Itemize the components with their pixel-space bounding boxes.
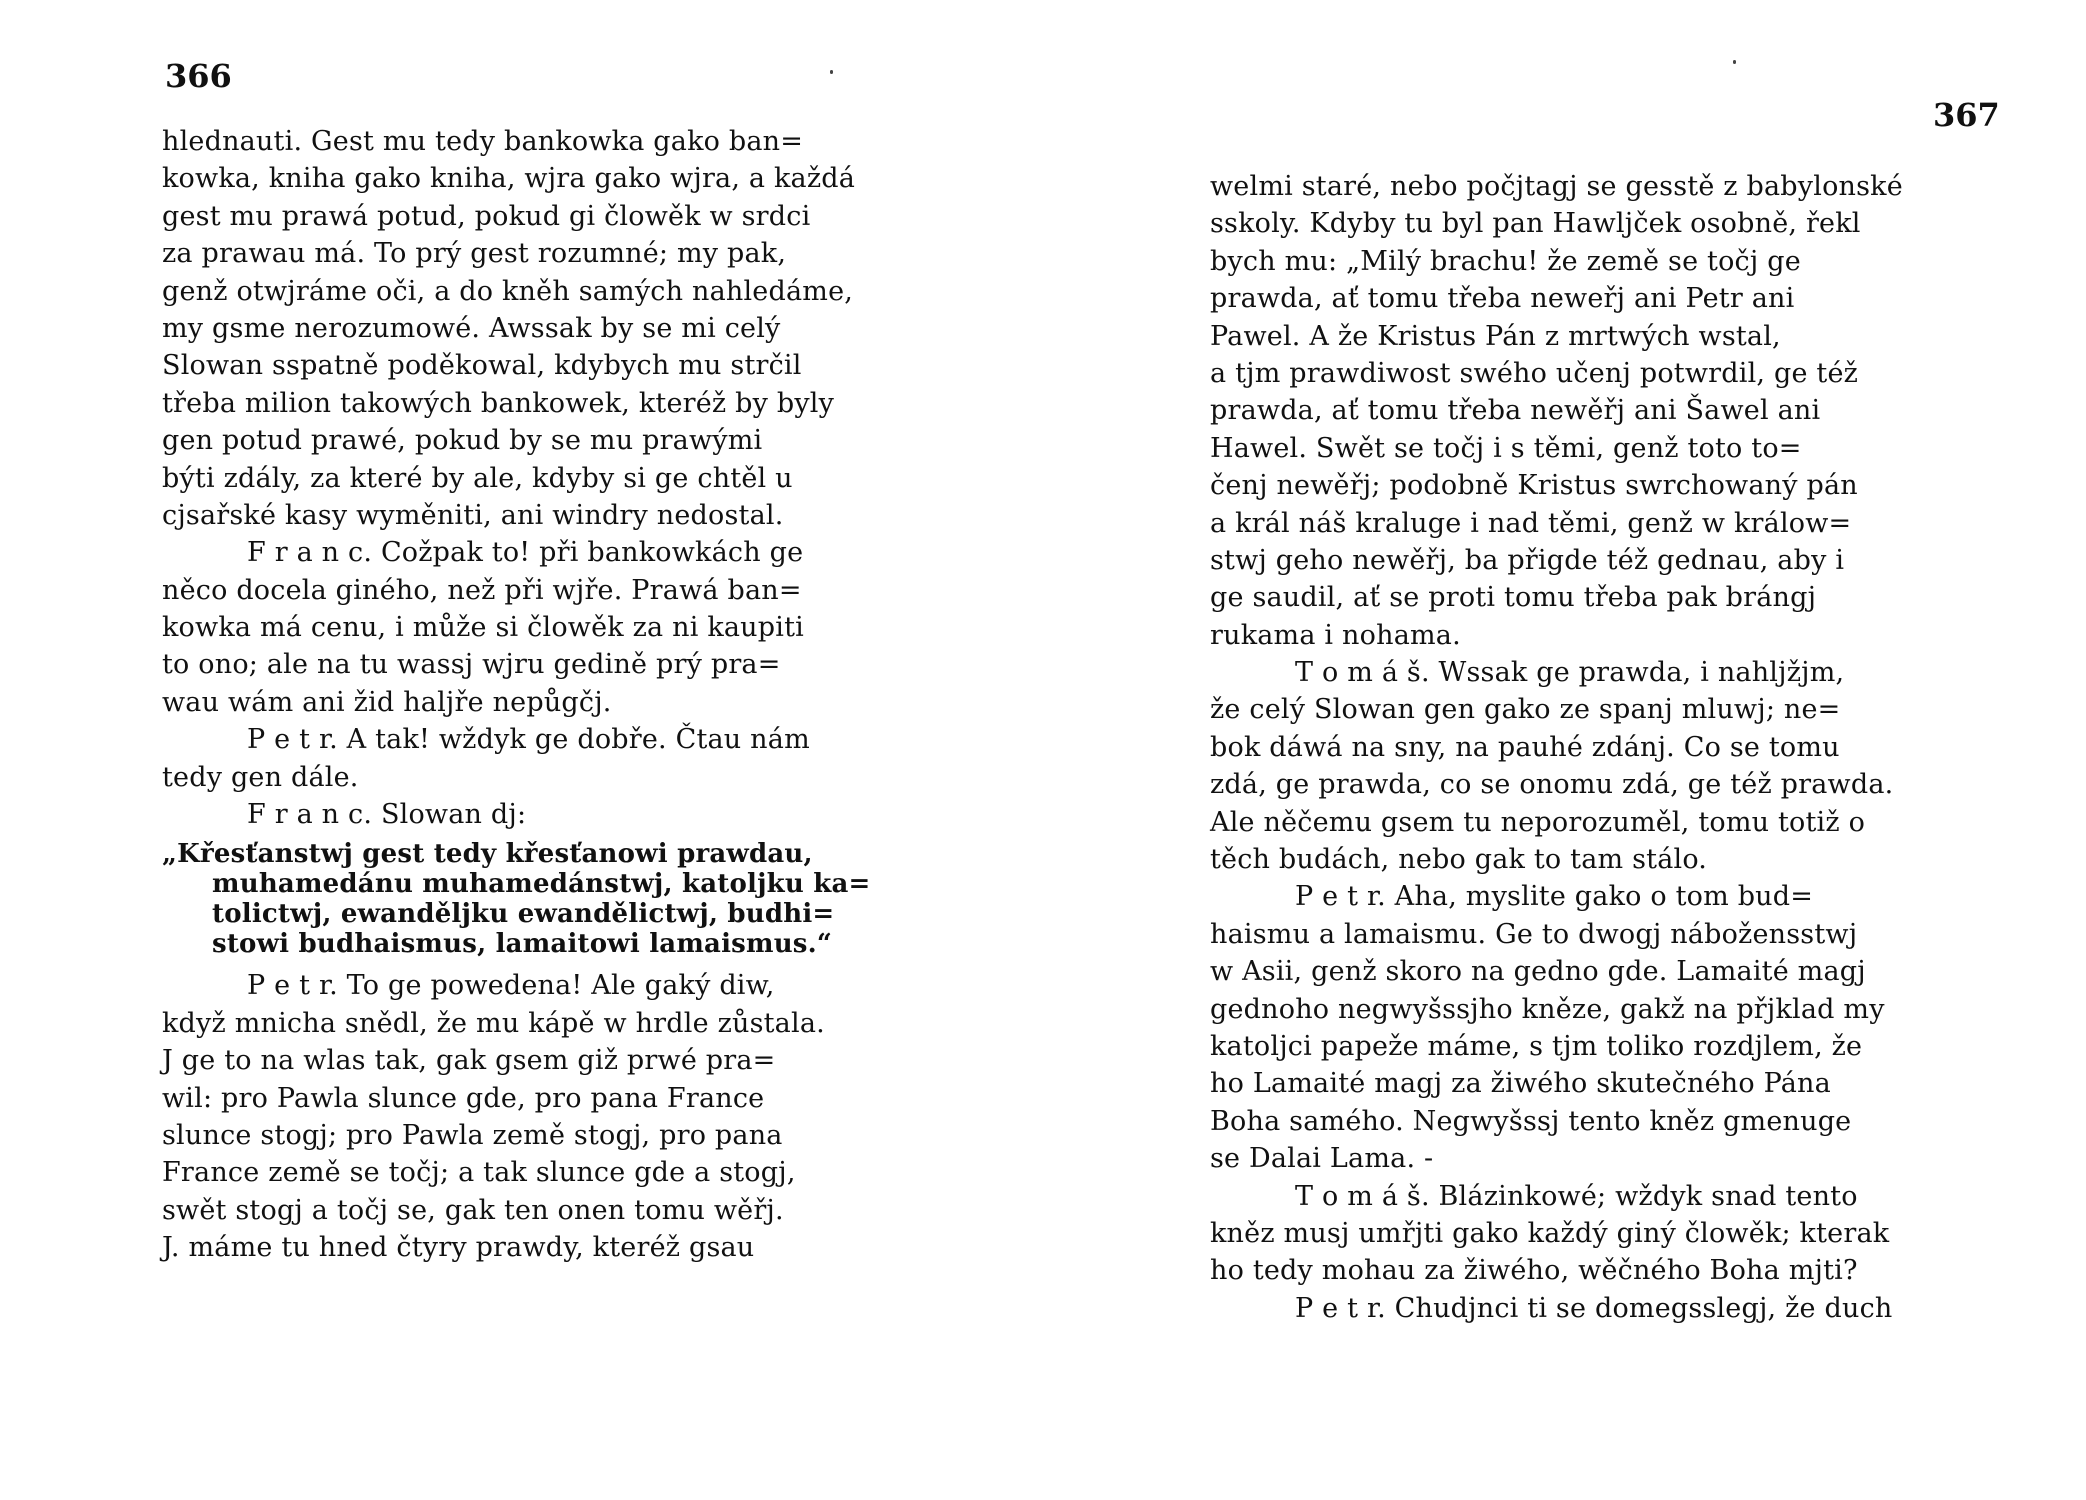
- speaker-line: T o m á š. Wssak ge prawda, i nahljžjm,: [1295, 657, 1845, 689]
- speaker-line: F r a n c. Slowan dj:: [247, 799, 527, 831]
- text-line: a tjm prawdiwost swého učenj potwrdil, ge též: [1210, 357, 1859, 389]
- text-line: kowka, kniha gako kniha, wjra gako wjra, a každá: [162, 163, 856, 195]
- text-line: ho tedy mohau za žiwého, wěčného Boha mjti?: [1210, 1255, 1858, 1287]
- text-line: Pawel. A že Kristus Pán z mrtwých wstal,: [1210, 320, 1781, 352]
- quote-line: „Křesťanstwj gest tedy křesťanowi prawdau,: [162, 839, 813, 870]
- text-line: gednoho negwyšssjho kněze, gakž na přjklad my: [1210, 993, 1885, 1025]
- text-line: to ono; ale na tu wassj wjru gedině prý pra=: [162, 649, 781, 681]
- text-line: zdá, ge prawda, co se onomu zdá, ge též prawda.: [1210, 769, 1894, 801]
- text-line: bych mu: „Milý brachu! že země se točj ge: [1210, 245, 1801, 277]
- text-line: gen potud prawé, pokud by se mu prawými: [162, 425, 763, 457]
- speaker-line: P e t r. To ge powedena! Ale gaký diw,: [247, 970, 775, 1002]
- text-line: býti zdály, za které by ale, kdyby si ge chtěl u: [162, 462, 793, 494]
- speaker-line: T o m á š. Blázinkowé; wždyk snad tento: [1295, 1180, 1858, 1212]
- text-line: w Asii, genž skoro na gedno gde. Lamaité magj: [1210, 956, 1866, 988]
- text-line: že celý Slowan gen gako ze spanj mluwj; ne=: [1210, 694, 1841, 726]
- text-line: stwj geho newěřj, ba přigde též gednau, aby i: [1210, 544, 1845, 576]
- page-number: 367: [1933, 96, 2000, 134]
- quote-line: muhamedánu muhamedánstwj, katoljku ka=: [212, 869, 871, 900]
- text-line: Boha samého. Negwyšssj tento kněz gmenuge: [1210, 1105, 1852, 1137]
- text-line: třeba milion takowých bankowek, kteréž by byly: [162, 387, 835, 419]
- text-line: cjsařské kasy wyměniti, ani windry nedostal.: [162, 499, 784, 531]
- text-line: katoljci papeže máme, s tjm toliko rozdjlem, že: [1210, 1030, 1863, 1062]
- text-line: něco docela giného, než při wjře. Prawá ban=: [162, 574, 802, 606]
- text-line: se Dalai Lama. -: [1210, 1143, 1434, 1175]
- speaker-line: P e t r. Aha, myslite gako o tom bud=: [1295, 881, 1814, 913]
- text-line: ho Lamaité magj za žiwého skutečného Pána: [1210, 1068, 1831, 1100]
- page-number: 366: [165, 57, 232, 95]
- quote-line: tolictwj, ewanděljku ewandělictwj, budhi=: [212, 899, 835, 930]
- text-line: hlednauti. Gest mu tedy bankowka gako ban=: [162, 126, 804, 157]
- quote-line: stowi budhaismus, lamaitowi lamaismus.“: [212, 929, 833, 960]
- text-line: čenj newěřj; podobně Kristus swrchowaný pán: [1210, 470, 1858, 502]
- text-line: kněz musj umřjti gako každý giný člowěk; kterak: [1210, 1217, 1890, 1249]
- text-line: a král náš kraluge i nad těmi, genž w králow=: [1210, 507, 1852, 539]
- text-line: my gsme nerozumowé. Awssak by se mi celý: [162, 312, 781, 344]
- text-line: těch budách, nebo gak to tam stálo.: [1210, 844, 1708, 876]
- right-page: [1043, 0, 2086, 1500]
- text-line: kowka má cenu, i může si člowěk za ni kaupiti: [162, 612, 804, 644]
- text-line: když mnicha snědl, že mu kápě w hrdle zůstala.: [162, 1007, 825, 1039]
- text-line: slunce stogj; pro Pawla země stogj, pro pana: [162, 1119, 783, 1151]
- text-line: sskoly. Kdyby tu byl pan Hawljček osobně, řekl: [1210, 208, 1861, 240]
- text-line: wil: pro Pawla slunce gde, pro pana France: [162, 1082, 765, 1114]
- text-line: J. máme tu hned čtyry prawdy, kteréž gsau: [162, 1232, 755, 1264]
- text-line: France země se točj; a tak slunce gde a stogj,: [162, 1157, 796, 1189]
- text-line: Ale něčemu gsem tu neporozuměl, tomu totiž o: [1210, 806, 1866, 838]
- text-line: prawda, ať tomu třeba neweřj ani Petr ani: [1210, 283, 1795, 315]
- text-line: wau wám ani žid haljře nepůgčj.: [162, 686, 612, 718]
- text-line: J ge to na wlas tak, gak gsem giž prwé pra=: [162, 1045, 776, 1077]
- text-line: za prawau má. To prý gest rozumné; my pak,: [162, 238, 787, 270]
- text-line: prawda, ať tomu třeba newěřj ani Šawel ani: [1210, 395, 1821, 427]
- text-line: Hawel. Swět se točj i s těmi, genž toto to=: [1210, 432, 1802, 464]
- text-line: Slowan sspatně poděkowal, kdybych mu strčil: [162, 350, 802, 382]
- scan-speck: [1733, 60, 1736, 64]
- text-line: swět stogj a točj se, gak ten onen tomu wěřj.: [162, 1194, 784, 1226]
- text-line: welmi staré, nebo počjtagj se gesstě z babylonské: [1210, 171, 1903, 202]
- speaker-line: P e t r. Chudjnci ti se domegsslegj, že duch: [1295, 1292, 1893, 1324]
- text-line: gest mu prawá potud, pokud gi člowěk w srdci: [162, 200, 811, 232]
- page-text: [1210, 168, 1980, 1327]
- text-line: genž otwjráme oči, a do kněh samých nahledáme,: [162, 275, 854, 307]
- text-line: tedy gen dále.: [162, 761, 359, 793]
- text-line: rukama i nohama.: [1210, 619, 1461, 651]
- text-line: haismu a lamaismu. Ge to dwogj nábožensstwj: [1210, 918, 1858, 950]
- text-line: bok dáwá na sny, na pauhé zdánj. Co se tomu: [1210, 731, 1840, 763]
- page-text: [162, 123, 892, 1267]
- scan-speck: [830, 70, 833, 74]
- speaker-line: P e t r. A tak! wždyk ge dobře. Čtau nám: [247, 724, 810, 756]
- text-line: ge saudil, ať se proti tomu třeba pak brángj: [1210, 582, 1817, 614]
- speaker-line: F r a n c. Cožpak to! při bankowkách ge: [247, 537, 804, 569]
